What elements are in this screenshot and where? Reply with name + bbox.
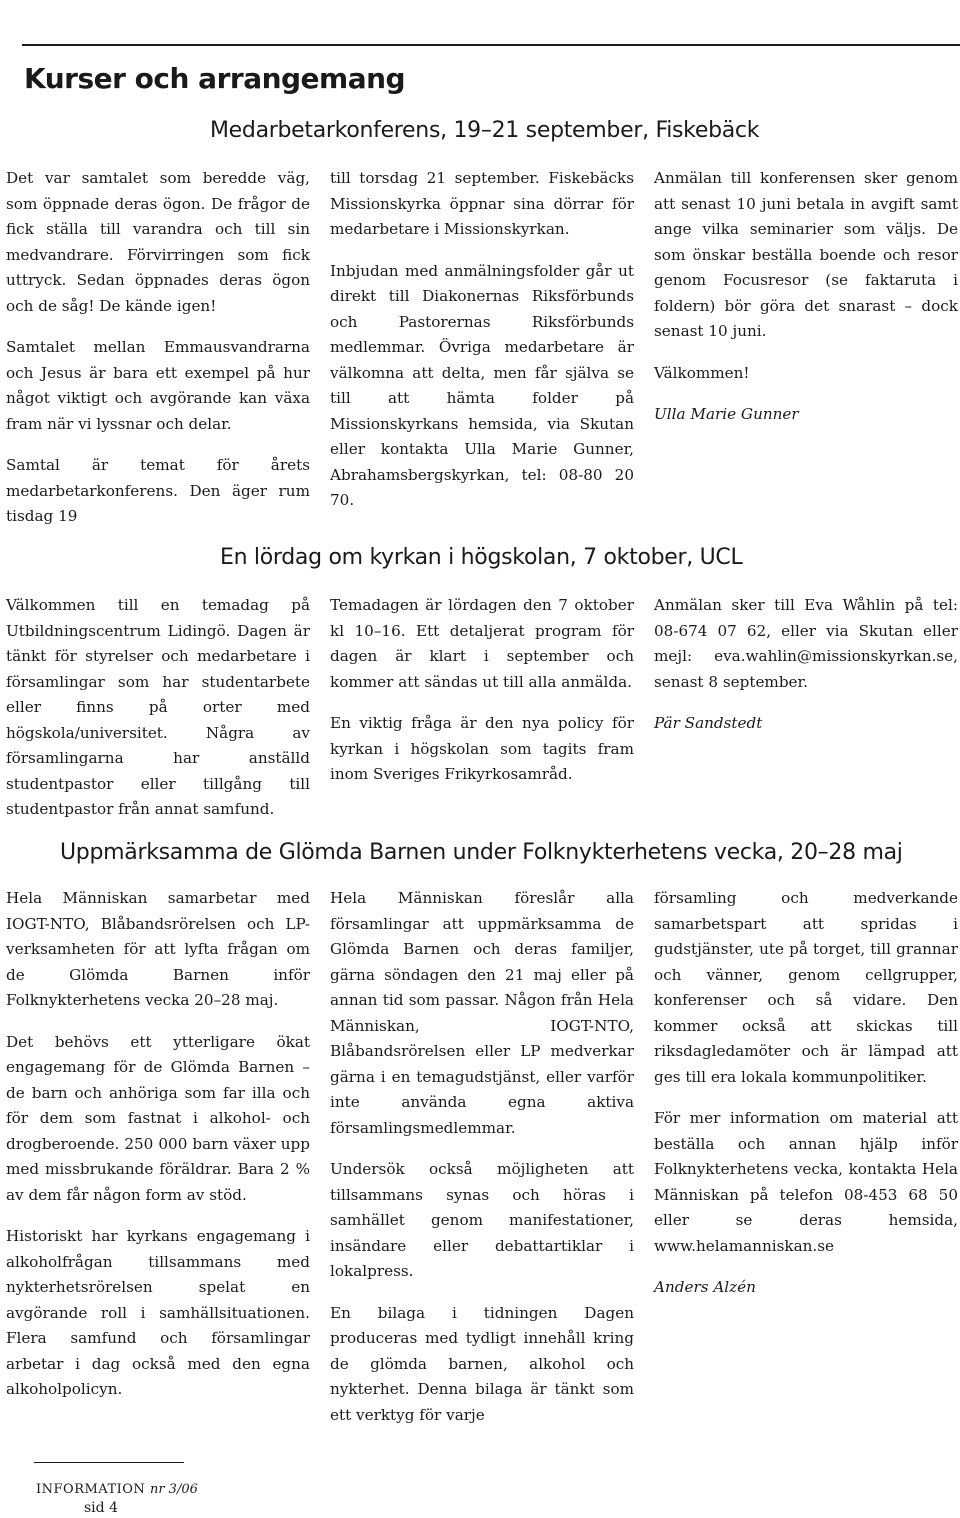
publication-title: INFORMATION — [36, 1482, 146, 1497]
article-column-1 — [6, 593, 310, 839]
paragraph: Temadagen är lördagen den 7 oktober kl 10–16. Ett detaljerat program för dagen är klart i september och kommer att sändas ut till alla anmälda. — [330, 596, 634, 691]
paragraph: Det behövs ett ytterligare ökat engagemang för de Glömda Barnen – de barn och anhöriga som far illa och för dem som fastnat i alkohol- och drogberoende. 250 000 barn växer upp med missbrukande föräldrar. Bara 2 % av dem får någon form av stöd. — [6, 1032, 310, 1204]
article-column-2 — [330, 593, 634, 804]
paragraph: Samtalet mellan Emmausvandrarna och Jesus är bara ett exempel på hur något viktigt och avgörande kan växa fram när vi lyssnar och delar. — [6, 338, 310, 433]
paragraph: Inbjudan med anmälningsfolder går ut direkt till Diakonernas Riksförbunds och Pastorernas Riksförbunds medlemmar. Övriga medarbetare är välkomna att delta, men får själva se till att hämta folder på Missionskyrkans hemsida, via Skutan eller kontakta Ulla Marie Gunner, Abrahamsbergskyrkan, tel: 08-80 20 70. — [330, 261, 634, 509]
article-title: Medarbetarkonferens, 19–21 september, Fiskebäck — [210, 118, 760, 143]
article-column-3 — [654, 593, 958, 753]
author-signature: Ulla Marie Gunner — [654, 405, 799, 423]
paragraph: till torsdag 21 september. Fiskebäcks Missionskyrka öppnar sina dörrar för medarbetare i Missionskyrkan. — [330, 169, 634, 238]
footer-rule — [34, 1462, 184, 1463]
article-title: En lördag om kyrkan i högskolan, 7 oktober, UCL — [220, 545, 743, 570]
article-column-2 — [330, 886, 634, 1444]
paragraph: Historiskt har kyrkans engagemang i alkoholfrågan tillsammans med nykterhetsrörelsen spelat en avgörande roll i samhällsituationen. Flera samfund och församlingar arbetar i dag också med den egna alkoholpolicyn. — [6, 1227, 310, 1398]
article-column-3 — [654, 166, 958, 444]
paragraph: För mer information om material att beställa och annan hjälp inför Folknykterhetens vecka, kontakta Hela Människan på telefon 08-453 68 50 eller se deras hemsida, www.helamanniskan.se — [654, 1109, 958, 1255]
page-title: Kurser och arrangemang — [24, 62, 406, 95]
paragraph: En bilaga i tidningen Dagen produceras med tydligt innehåll kring de glömda barnen, alkohol och nykterhet. Denna bilaga är tänkt som ett verktyg för varje — [330, 1303, 634, 1424]
paragraph: församling och medverkande samarbetspart att spridas i gudstjänster, ute på torget, till grannar och vänner, genom cellgrupper, konferenser och så vidare. Den kommer också att skickas till riksdagledamöter och är lämpad att ges till era lokala kommunpolitiker. — [654, 889, 958, 1086]
page-number: sid 4 — [84, 1500, 118, 1516]
paragraph: Anmälan sker till Eva Wåhlin på tel: 08-674 07 62, eller via Skutan eller mejl: eva.wahlin@missionskyrkan.se, senast 8 september. — [654, 596, 958, 691]
article-column-3 — [654, 886, 958, 1317]
paragraph: Hela Människan samarbetar med IOGT-NTO, Blåbandsrörelsen och LP-verksamheten för att lyfta frågan om de Glömda Barnen inför Folknykterhetens vecka 20–28 maj. — [6, 889, 310, 1009]
header-rule — [22, 44, 960, 46]
paragraph: Undersök också möjligheten att tillsammans synas och höras i samhället genom manifestationer, insändare eller debattartiklar i lokalpress. — [330, 1160, 634, 1280]
paragraph: Samtal är temat för årets medarbetarkonferens. Den äger rum tisdag 19 — [6, 456, 310, 525]
author-signature: Anders Alzén — [654, 1278, 756, 1296]
author-signature: Pär Sandstedt — [654, 714, 763, 732]
paragraph: En viktig fråga är den nya policy för kyrkan i högskolan som tagits fram inom Sveriges Frikyrkosamråd. — [330, 714, 634, 783]
article-column-1 — [6, 886, 310, 1419]
paragraph: Anmälan till konferensen sker genom att senast 10 juni betala in avgift samt ange vilka seminarier som väljs. De som önskar beställa boende och resor genom Focusresor (se faktaruta i foldern) bör göra det snarast – dock senast 10 juni. — [654, 169, 958, 340]
article-column-2 — [330, 166, 634, 530]
article-title: Uppmärksamma de Glömda Barnen under Folknykterhetens vecka, 20–28 maj — [60, 840, 903, 865]
issue-number: nr 3/06 — [149, 1482, 198, 1497]
paragraph: Välkommen! — [654, 363, 750, 382]
article-column-1 — [6, 166, 310, 546]
paragraph: Välkommen till en temadag på Utbildningscentrum Lidingö. Dagen är tänkt för styrelser och medarbetare i församlingar som har studentarbete eller finns på orter med högskola/universitet. Några av församlingarna har anställd studentpastor eller tillgång till studentpastor från annat samfund. — [6, 596, 310, 818]
paragraph: Det var samtalet som beredde väg, som öppnade deras ögon. De frågor de fick ställa till varandra och till sin medvandrare. Förvirringen som fick uttryck. Sedan öppnades deras ögon och de såg! De kände igen! — [6, 169, 310, 315]
paragraph: Hela Människan föreslår alla församlingar att uppmärksamma de Glömda Barnen och deras familjer, gärna söndagen den 21 maj eller på annan tid som passar. Någon från Hela Människan, IOGT-NTO, Blåbandsrörelsen eller LP medverkar gärna i en temagudstjänst, eller varför inte använda egna aktiva församlingsmedlemmar. — [330, 889, 634, 1137]
page-footer — [0, 1462, 960, 1518]
publication-name — [36, 1482, 198, 1497]
